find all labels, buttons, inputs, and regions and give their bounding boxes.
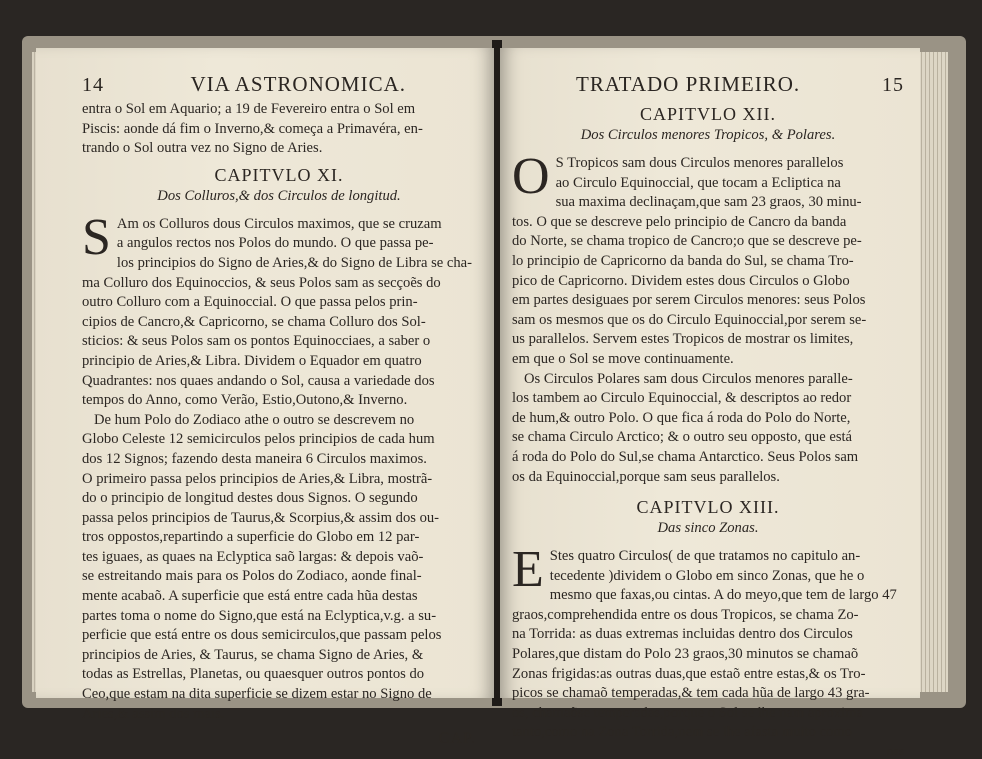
chapter-11-title: CAPITVLO XI. <box>214 164 344 185</box>
text-line: mente acabaõ. A superficie que está entre cada hũa destas <box>82 588 418 605</box>
left-intro-text <box>82 100 476 159</box>
text-line: Am os Colluros dous Circulos maximos, que se cruzam <box>116 215 442 232</box>
right-page-edges <box>918 52 948 692</box>
text-line: perficie que está entre os dous semicirculos,que passam pelos <box>82 627 442 644</box>
text-line: os, chamaõse temperadas,porque o Sol se lhe nam aproxima <box>512 704 863 721</box>
text-line: em que o Sol se move continuamente. <box>512 350 734 367</box>
text-line: Aries,& assim dos mais. <box>82 705 225 722</box>
text-line: Ceo,que estam na dita superficie se dizem estar no Signo de <box>82 686 432 703</box>
text-line: em partes desiguaes por serem Circulos menores: seus Polos <box>512 292 866 309</box>
left-page-number: 14 <box>82 74 104 96</box>
chapter-11-subtitle: Dos Colluros,& dos Circulos de longitud. <box>157 187 401 204</box>
chapter-12-title: CAPITVLO XII. <box>640 104 776 124</box>
text-line: sticios: & seus Polos sam os pontos Equinocciaes, a saber o <box>82 333 431 350</box>
chapter-13-subtitle: Das sinco Zonas. <box>657 520 759 537</box>
text-line: graos,comprehendida entre os dous Tropicos, se chama Zo- <box>512 606 859 623</box>
right-running-title: TRATADO PRIMEIRO. <box>576 72 801 96</box>
text-line: se chama Circulo Arctico; & o outro seu opposto, que está <box>512 429 853 446</box>
text-line: Globo Celeste 12 semicirculos pelos principios de cada hum <box>82 431 435 448</box>
text-line: us parallelos. Servem estes Tropicos de mostrar os limites, <box>512 331 854 348</box>
text-line: trando o Sol outra vez no Signo de Aries. <box>82 140 323 157</box>
text-line: pico de Capricorno. Dividem estes dous Circulos o Globo <box>512 272 850 289</box>
text-line: sam os mesmos que os do Circulo Equinoccial,por serem se- <box>512 311 867 328</box>
drop-capital: O <box>512 148 550 205</box>
drop-capital: S <box>82 208 111 266</box>
text-line: cipios de Cancro,& Capricorno, se chama Colluro dos Sol- <box>82 313 426 330</box>
text-line: na Torrida: as duas extremas incluidas dentro dos Circulos <box>512 626 853 643</box>
right-page <box>500 48 920 759</box>
text-line: Os Circulos Polares sam dous Circulos menores paralle- <box>524 370 853 387</box>
text-line: principio de Aries,& Libra. Dividem o Equador em quatro <box>82 352 422 369</box>
text-line: Zonas frigidas:as outras duas,que estaõ entre estas,& os Tro- <box>512 665 866 682</box>
text-line: picos se chamaõ temperadas,& tem cada hũa de largo 43 gra- <box>512 685 870 702</box>
chapter-12-subtitle: Dos Circulos menores Tropicos, & Polares. <box>580 127 836 143</box>
drop-capital: E <box>512 541 544 599</box>
text-line: Stes quatro Circulos( de que tratamos no capitulo an- <box>549 548 861 565</box>
text-line: do Norte, se chama tropico de Cancro;o que se descreve pe- <box>512 233 862 250</box>
text-line: á roda do Polo do Sul,se chama Antarctico. Seus Polos sam <box>512 448 859 465</box>
text-line: partes toma o nome do Signo,que está na Eclyptica,v.g. a su- <box>82 607 437 624</box>
text-line: entra o Sol em Aquario; a 19 de Fevereiro entra o Sol em <box>82 101 416 117</box>
text-line: de hum,& outro Polo. O que fica á roda do Polo do Norte, <box>512 409 851 426</box>
right-running-head <box>512 72 904 98</box>
text-line: ao Circulo Equinoccial, que tocam a Ecliptica na <box>555 174 841 191</box>
text-line: los principios do Signo de Aries,& do Signo de Libra se cha- <box>116 254 472 271</box>
text-line: Polares,que distam do Polo 23 graos,30 minutos se chamaõ <box>512 646 859 663</box>
text-line: do o principio de longitud destes dous Signos. O segundo <box>82 490 418 507</box>
chapter-13-body <box>512 541 904 743</box>
text-line: tempos do Anno, como Verão, Estio,Outono,& Inverno. <box>82 392 408 409</box>
text-line: se estreitando mais para os Polos do Zodiaco, aonde final- <box>82 568 422 585</box>
text-line: principios de Aries, & Taurus, se chama Signo de Aries, & <box>82 646 424 663</box>
text-line: tanto,como na Zona Torrida,nem se lhe afasta muito como <box>512 724 852 741</box>
left-catchword: CAP. <box>438 730 476 748</box>
left-running-title: VIA ASTRONOMICA. <box>190 72 406 96</box>
text-line: tos. O que se descreve pelo principio de Cancro da banda <box>512 213 847 230</box>
left-running-head <box>82 72 476 98</box>
text-line: tecedente )dividem o Globo em sinco Zonas, que he o <box>549 567 865 584</box>
text-line: los tambem ao Circulo Equinoccial, & descriptos ao redor <box>512 390 852 407</box>
chapter-11-body <box>82 208 476 724</box>
text-line: Quadrantes: nos quaes andando o Sol, causa a variedade dos <box>82 372 435 389</box>
text-line: tros oppostos,repartindo a superficie do Globo em 12 par- <box>82 529 420 546</box>
text-line: O primeiro passa pelos principios de Aries,& Libra, mostrã- <box>82 470 433 487</box>
right-catchword: nas <box>886 743 904 759</box>
text-line: passa pelos principios de Taurus,& Scorpius,& assim dos ou- <box>82 509 440 526</box>
right-page-number: 15 <box>882 74 904 96</box>
text-line: outro Colluro com a Equinoccial. O que passa pelos prin- <box>82 294 418 311</box>
left-page <box>36 48 494 748</box>
chapter-13-title: CAPITVLO XIII. <box>636 497 780 518</box>
text-line: sua maxima declinaçam,que sam 23 graos, 30 minu- <box>555 194 862 211</box>
text-line: os da Equinoccial,porque sam seus parallelos. <box>512 468 780 485</box>
text-line: tes iguaes, as quaes na Eclyptica saõ largas: & depois vaõ- <box>82 548 424 565</box>
text-line: mesmo que faxas,ou cintas. A do meyo,que tem de largo 47 <box>549 587 897 604</box>
text-line: De hum Polo do Zodiaco athe o outro se descrevem no <box>94 411 415 428</box>
text-line: lo principio de Capricorno da banda do Sul, se chama Tro- <box>512 252 854 269</box>
text-line: S Tropicos sam dous Circulos menores parallelos <box>555 155 844 171</box>
text-line: Piscis: aonde dá fim o Inverno,& começa a Primavéra, en- <box>82 120 423 137</box>
text-line: dos 12 Signos; fazendo desta maneira 6 Circulos maximos. <box>82 450 427 467</box>
chapter-12-body <box>512 148 904 487</box>
text-line: ma Colluro dos Equinoccios, & seus Polos sam as secçoẽs do <box>82 274 441 291</box>
text-line: a angulos rectos nos Polos do mundo. O que passa pe- <box>116 235 434 252</box>
text-line: todas as Estrellas, Planetas, ou quaesquer outros pontos do <box>82 666 425 683</box>
